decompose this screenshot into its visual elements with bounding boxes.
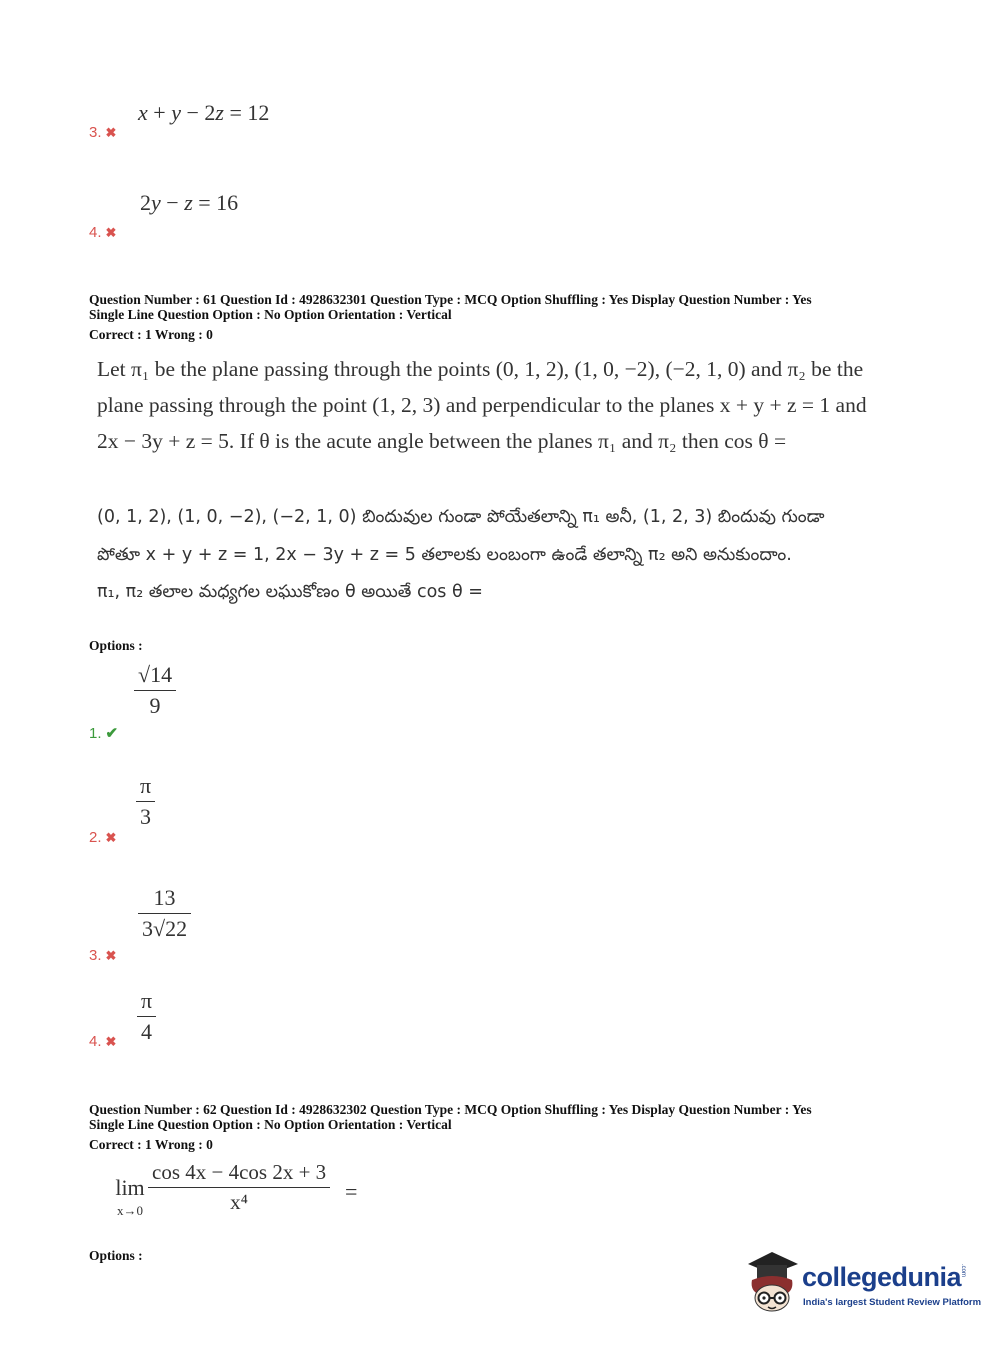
q61-option4-label (89, 1033, 116, 1050)
q62-options-label: Options : (89, 1248, 143, 1263)
prev-option3-equation: x + y − 2z = 12 (138, 100, 270, 125)
q62-meta-line1: Question Number : 62 Question Id : 4928632302 Question Type : MCQ Option Shuffling : Yes Display Question Number : Yes (89, 1102, 812, 1117)
q61-option2-label (89, 829, 116, 846)
fraction-numerator: 13 (153, 885, 176, 910)
q61-option4-value (137, 988, 156, 1045)
prev-option3-label (89, 124, 116, 141)
wrong-icon: ✖ (105, 830, 117, 845)
lim-subscript: x→0 (117, 1203, 143, 1218)
fraction-denominator: 3 (136, 801, 155, 830)
fraction-numerator: π (141, 988, 153, 1013)
q61-english-line2: plane passing through the point (1, 2, 3) and perpendicular to the planes x + y + z = 1 and (97, 393, 867, 417)
collegedunia-logo[interactable] (742, 1250, 982, 1320)
correct-check-icon: ✔ (105, 725, 119, 742)
option-number: 3. (89, 947, 102, 964)
fraction-numerator: cos 4x − 4cos 2x + 3 (152, 1160, 327, 1184)
q62-meta-line2: Single Line Question Option : No Option Orientation : Vertical (89, 1117, 452, 1132)
mascot-icon (742, 1250, 802, 1316)
fraction-denominator: 4 (137, 1016, 156, 1045)
q61-option1-label (89, 724, 118, 742)
q61-english-line3: 2x − 3y + z = 5. If θ is the acute angle between the planes π₁ and π₂ then cos θ = (97, 429, 787, 453)
q62-fraction (148, 1160, 330, 1215)
q62-limit (110, 1175, 150, 1219)
q61-options-label: Options : (89, 638, 143, 653)
prev-option4-label (89, 224, 116, 241)
q61-meta-line1: Question Number : 61 Question Id : 4928632301 Question Type : MCQ Option Shuffling : Yes Display Question Number : Yes (89, 292, 812, 307)
option-number: 2. (89, 829, 102, 846)
fraction-denominator: x⁴ (148, 1187, 330, 1215)
fraction-numerator: √14 (138, 662, 173, 687)
q61-telugu-line2: పోతూ x + y + z = 1, 2x − 3y + z = 5 తలాలకు లంబంగా ఉండే తలాన్ని π₂ అని అనుకుందాం. (97, 545, 792, 565)
logo-tagline: India's largest Student Review Platform (803, 1297, 982, 1308)
fraction-numerator: π (140, 773, 152, 798)
q61-telugu-line1: (0, 1, 2), (1, 0, −2), (−2, 1, 0) బిందువుల గుండా పోయేతలాన్ని π₁ అనీ, (1, 2, 3) బిందువు గుండా (97, 507, 825, 527)
q61-option3-value (138, 885, 191, 942)
option-number: 4. (89, 224, 102, 241)
logo-domain: .com (960, 1264, 966, 1278)
q62-meta (89, 1102, 812, 1152)
fraction-denominator: 9 (134, 690, 176, 719)
q61-meta-line3: Correct : 1 Wrong : 0 (89, 327, 213, 342)
q62-equals: = (345, 1179, 358, 1204)
q61-meta-line2: Single Line Question Option : No Option Orientation : Vertical (89, 307, 452, 322)
q61-english-line1: Let π₁ be the plane passing through the points (0, 1, 2), (1, 0, −2), (−2, 1, 0) and π₂ be the (97, 357, 864, 381)
option-number: 1. (89, 725, 102, 742)
wrong-icon: ✖ (105, 125, 117, 140)
q61-option3-label (89, 947, 116, 964)
prev-option4-equation: 2y − z = 16 (140, 190, 239, 215)
wrong-icon: ✖ (105, 948, 117, 963)
logo-name: collegedunia (802, 1262, 962, 1292)
wrong-icon: ✖ (105, 225, 117, 240)
lim-operator: lim (115, 1175, 145, 1200)
q61-meta (89, 292, 812, 342)
option-number: 4. (89, 1033, 102, 1050)
option-number: 3. (89, 124, 102, 141)
fraction-denominator: 3√22 (138, 913, 191, 942)
q61-option1-value (134, 662, 176, 719)
q61-telugu-line3: π₁, π₂ తలాల మధ్యగల లఘుకోణం θ అయితే cos θ = (97, 582, 483, 602)
q62-meta-line3: Correct : 1 Wrong : 0 (89, 1137, 213, 1152)
wrong-icon: ✖ (105, 1034, 117, 1049)
q61-option2-value (136, 773, 155, 830)
